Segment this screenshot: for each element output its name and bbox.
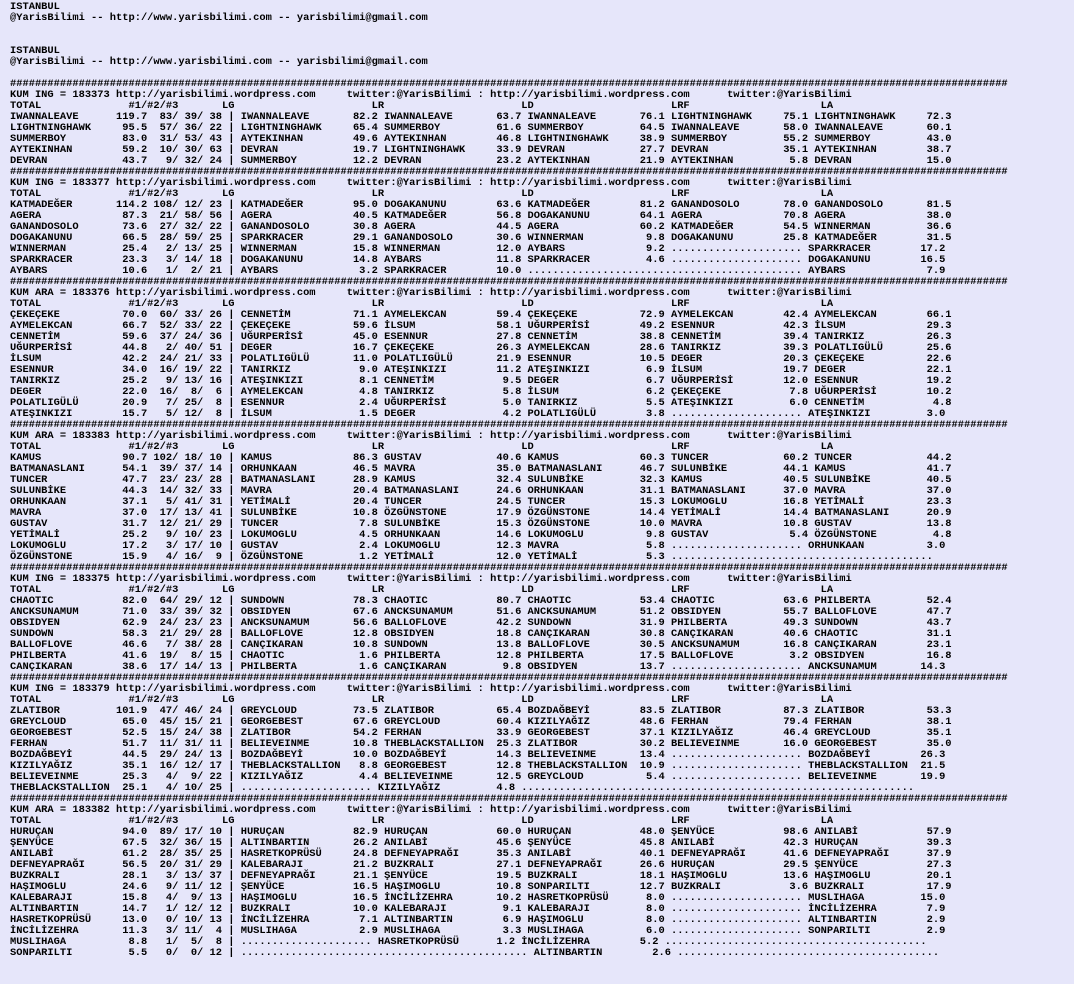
horse-row: BOZDAĞBEYİ 44.5 29/ 24/ 13 | BOZDAĞBEYİ 10.0 BOZDAĞBEYİ 14.3 BELIEVEINME 13.4 ..................... BOZDAĞBEYİ 26.3 xyxy=(10,749,946,761)
horse-row: KAMUS 90.7 102/ 18/ 10 | KAMUS 86.3 GUSTAV 40.6 KAMUS 60.3 TUNCER 60.2 TUNCER 44.2 xyxy=(10,452,952,464)
report-text xyxy=(10,79,1074,959)
horse-row: DEGER 22.0 16/ 8/ 6 | AYMELEKCAN 4.8 TANIRKIZ 5.8 İLSUM 6.2 ÇEKEÇEKE 7.8 UĞURPERİSİ 10.2 xyxy=(10,386,952,398)
horse-row: BELIEVEINME 25.3 4/ 9/ 22 | KIZILYAĞIZ 4.4 BELIEVEINME 12.5 GREYCLOUD 5.4 ..................... BELIEVEINME 19.9 xyxy=(10,771,946,783)
race-header-line: KUM ARA = 183376 http://yarisbilimi.wordpress.com twitter:@YarisBilimi : http://yarisbilimi.wordpress.com twitter:@YarisBilimi xyxy=(10,287,852,299)
horse-row: SPARKRACER 23.3 3/ 14/ 18 | DOGAKANUNU 14.8 AYBARS 11.8 SPARKRACER 4.6 ..................... DOGAKANUNU 16.5 xyxy=(10,254,946,266)
horse-row: ORHUNKAAN 37.1 5/ 41/ 31 | YETİMALİ 20.4 TUNCER 24.5 TUNCER 15.3 LOKUMOGLU 16.8 YETİMALİ 23.3 xyxy=(10,496,952,508)
column-header-line: TOTAL #1/#2/#3 LG LR LD LRF LA xyxy=(10,100,834,112)
race-header-line: KUM ING = 183379 http://yarisbilimi.wordpress.com twitter:@YarisBilimi : http://yarisbilimi.wordpress.com twitter:@YarisBilimi xyxy=(10,683,852,695)
horse-row: AGERA 87.3 21/ 58/ 56 | AGERA 40.5 KATMADEĞER 56.8 DOGAKANUNU 64.1 AGERA 70.8 AGERA 38.0 xyxy=(10,210,952,222)
race-header-line: KUM ING = 183377 http://yarisbilimi.wordpress.com twitter:@YarisBilimi : http://yarisbilimi.wordpress.com twitter:@YarisBilimi xyxy=(10,177,852,189)
separator-line: ################################################################################################################################################################ xyxy=(10,276,1008,288)
horse-row: SONPARILTI 5.5 0/ 0/ 12 | .............................................. ALTINBARTIN 2.6 .......................................... xyxy=(10,947,940,959)
horse-row: TUNCER 47.7 23/ 23/ 28 | BATMANASLANI 28.9 KAMUS 32.4 SULUNBİKE 32.3 KAMUS 40.5 SULUNBİKE 40.5 xyxy=(10,474,952,486)
horse-row: IWANNALEAVE 119.7 83/ 39/ 38 | IWANNALEAVE 82.2 IWANNALEAVE 63.7 IWANNALEAVE 76.1 LIGHTNINGHAWK 75.1 LIGHTNINGHAWK 72.3 xyxy=(10,111,952,123)
horse-row: GEORGEBEST 52.5 15/ 24/ 38 | ZLATIBOR 54.2 FERHAN 33.9 GEORGEBEST 37.1 KIZILYAĞIZ 46.4 GREYCLOUD 35.1 xyxy=(10,727,952,739)
separator-line: ################################################################################################################################################################ xyxy=(10,672,1008,684)
horse-row: YETİMALİ 25.2 9/ 10/ 23 | LOKUMOGLU 4.5 ORHUNKAAN 14.6 LOKUMOGLU 9.8 GUSTAV 5.4 ÖZGÜNSTONE 4.8 xyxy=(10,529,952,541)
horse-row: KATMADEĞER 114.2 108/ 12/ 23 | KATMADEĞER 95.0 DOGAKANUNU 63.6 KATMADEĞER 81.2 GANANDOSOLO 78.0 GANANDOSOLO 81.5 xyxy=(10,199,952,211)
horse-row: GANANDOSOLO 73.6 27/ 32/ 22 | GANANDOSOLO 30.8 AGERA 44.5 AGERA 60.2 KATMADEĞER 54.5 WINNERMAN 36.6 xyxy=(10,221,952,233)
horse-row: ANCKSUNAMUM 71.0 33/ 39/ 32 | OBSIDYEN 67.6 ANCKSUNAMUM 51.6 ANCKSUNAMUM 51.2 OBSIDYEN 55.7 BALLOFLOVE 47.7 xyxy=(10,606,952,618)
horse-row: SULUNBİKE 44.3 14/ 32/ 33 | MAVRA 20.4 BATMANASLANI 24.6 ORHUNKAAN 31.1 BATMANASLANI 37.0 MAVRA 37.0 xyxy=(10,485,952,497)
horse-row: GREYCLOUD 65.0 45/ 15/ 21 | GEORGEBEST 67.6 GREYCLOUD 60.4 KIZILYAĞIZ 48.6 FERHAN 79.4 FERHAN 38.1 xyxy=(10,716,952,728)
horse-row: DOGAKANUNU 66.5 28/ 59/ 25 | SPARKRACER 29.1 GANANDOSOLO 30.6 WINNERMAN 9.8 DOGAKANUNU 25.8 KATMADEĞER 31.5 xyxy=(10,232,952,244)
horse-row: ŞENYÜCE 67.5 32/ 36/ 15 | ALTINBARTIN 26.2 ANILABİ 45.6 ŞENYÜCE 45.8 ANILABİ 42.3 HURUÇAN 39.3 xyxy=(10,837,952,849)
horse-row: WINNERMAN 25.4 2/ 13/ 25 | WINNERMAN 15.8 WINNERMAN 12.0 AYBARS 9.2 ..................... SPARKRACER 17.2 xyxy=(10,243,946,255)
horse-row: HURUÇAN 94.0 89/ 17/ 10 | HURUÇAN 82.9 HURUÇAN 60.0 HURUÇAN 48.0 ŞENYÜCE 98.6 ANILABİ 57.9 xyxy=(10,826,952,838)
race-header-line: KUM ARA = 183382 http://yarisbilimi.wordpress.com twitter:@YarisBilimi : http://yarisbilimi.wordpress.com twitter:@YarisBilimi xyxy=(10,804,852,816)
horse-row: İNCİLİZEHRA 11.3 3/ 11/ 4 | MUSLIHAGA 2.9 MUSLIHAGA 3.3 MUSLIHAGA 6.0 ..................... SONPARILTI 2.9 xyxy=(10,925,946,937)
horse-row: AYMELEKCAN 66.7 52/ 33/ 22 | ÇEKEÇEKE 59.6 İLSUM 58.1 UĞURPERİSİ 49.2 ESENNUR 42.3 İLSUM 29.3 xyxy=(10,320,952,332)
horse-row: ATEŞINKIZI 15.7 5/ 12/ 8 | İLSUM 1.5 DEGER 4.2 POLATLIGÜLÜ 3.8 ..................... ATEŞINKIZI 3.0 xyxy=(10,408,946,420)
horse-row: KALEBARAJI 15.8 4/ 9/ 13 | HAŞIMOGLU 16.5 İNCİLİZEHRA 10.2 HASRETKOPRÜSÜ 8.0 ..................... MUSLIHAGA 15.0 xyxy=(10,892,946,904)
horse-row: FERHAN 51.7 11/ 31/ 11 | BELIEVEINME 10.8 THEBLACKSTALLION 25.3 ZLATIBOR 30.2 BELIEVEINME 16.0 GEORGEBEST 35.0 xyxy=(10,738,952,750)
column-header-line: TOTAL #1/#2/#3 LG LR LD LRF LA xyxy=(10,441,834,453)
horse-row: CENNETİM 59.6 37/ 24/ 36 | UĞURPERİSİ 45.0 ESENNUR 27.8 CENNETİM 38.8 CENNETİM 39.4 TANIRKIZ 26.3 xyxy=(10,331,952,343)
separator-line: ################################################################################################################################################################ xyxy=(10,166,1008,178)
horse-row: BALLOFLOVE 46.6 7/ 38/ 28 | CANÇIKARAN 10.8 SUNDOWN 13.8 BALLOFLOVE 30.5 ANCKSUNAMUM 16.8 CANÇIKARAN 23.1 xyxy=(10,639,952,651)
horse-row: DEFNEYAPRAĞI 56.5 20/ 31/ 29 | KALEBARAJI 21.2 BUZKRALI 27.1 DEFNEYAPRAĞI 26.6 HURUÇAN 29.5 ŞENYÜCE 27.3 xyxy=(10,859,952,871)
column-header-line: TOTAL #1/#2/#3 LG LR LD LRF LA xyxy=(10,188,834,200)
horse-row: AYBARS 10.6 1/ 2/ 21 | AYBARS 3.2 SPARKRACER 10.0 ............................................ AYBARS 7.9 xyxy=(10,265,946,277)
separator-line: ################################################################################################################################################################ xyxy=(10,793,1008,805)
horse-row: UĞURPERİSİ 44.8 2/ 40/ 51 | DEGER 16.7 ÇEKEÇEKE 26.3 AYMELEKCAN 28.6 TANIRKIZ 39.3 POLATLIGÜLÜ 25.6 xyxy=(10,342,952,354)
horse-row: PHILBERTA 41.6 19/ 8/ 15 | CHAOTIC 1.6 PHILBERTA 12.8 PHILBERTA 17.5 BALLOFLOVE 3.2 OBSIDYEN 16.8 xyxy=(10,650,952,662)
horse-row: KIZILYAĞIZ 35.1 16/ 12/ 17 | THEBLACKSTALLION 8.8 GEORGEBEST 12.8 THEBLACKSTALLION 10.9 ..................... THEBLACKSTALLION 21.5 xyxy=(10,760,946,772)
race-header-line: KUM ING = 183373 http://yarisbilimi.wordpress.com twitter:@YarisBilimi : http://yarisbilimi.wordpress.com twitter:@YarisBilimi xyxy=(10,89,852,101)
horse-row: BATMANASLANI 54.1 39/ 37/ 14 | ORHUNKAAN 46.5 MAVRA 35.0 BATMANASLANI 46.7 SULUNBİKE 44.1 KAMUS 41.7 xyxy=(10,463,952,475)
horse-row: AYTEKINHAN 59.2 10/ 30/ 63 | DEVRAN 19.7 LIGHTNINGHAWK 33.9 DEVRAN 27.7 DEVRAN 35.1 AYTEKINHAN 38.7 xyxy=(10,144,952,156)
horse-row: İLSUM 42.2 24/ 21/ 33 | POLATLIGÜLÜ 11.0 POLATLIGÜLÜ 21.9 ESENNUR 10.5 DEGER 20.3 ÇEKEÇEKE 22.6 xyxy=(10,353,952,365)
horse-row: LOKUMOGLU 17.2 3/ 17/ 10 | GUSTAV 2.4 LOKUMOGLU 12.3 MAVRA 5.8 ..................... ORHUNKAAN 3.0 xyxy=(10,540,946,552)
contact-line-second: @YarisBilimi -- http://www.yarisbilimi.com -- yarisbilimi@gmail.com xyxy=(10,56,428,68)
column-header-line: TOTAL #1/#2/#3 LG LR LD LRF LA xyxy=(10,584,834,596)
horse-row: ESENNUR 34.0 16/ 19/ 22 | TANIRKIZ 9.0 ATEŞINKIZI 11.2 ATEŞINKIZI 6.9 İLSUM 19.7 DEGER 22.1 xyxy=(10,364,952,376)
spacer xyxy=(10,24,1074,46)
horse-row: DEVRAN 43.7 9/ 32/ 24 | SUMMERBOY 12.2 DEVRAN 23.2 AYTEKINHAN 21.9 AYTEKINHAN 5.8 DEVRAN 15.0 xyxy=(10,155,952,167)
horse-row: LIGHTNINGHAWK 95.5 57/ 36/ 22 | LIGHTNINGHAWK 65.4 SUMMERBOY 61.6 SUMMERBOY 64.5 IWANNALEAVE 58.0 IWANNALEAVE 60.1 xyxy=(10,122,952,134)
column-header-line: TOTAL #1/#2/#3 LG LR LD LRF LA xyxy=(10,815,834,827)
contact-line: @YarisBilimi -- http://www.yarisbilimi.com -- yarisbilimi@gmail.com xyxy=(10,12,428,24)
column-header-line: TOTAL #1/#2/#3 LG LR LD LRF LA xyxy=(10,298,834,310)
race-header-line: KUM ING = 183375 http://yarisbilimi.wordpress.com twitter:@YarisBilimi : http://yarisbilimi.wordpress.com twitter:@YarisBilimi xyxy=(10,573,852,585)
horse-row: HAŞIMOGLU 24.6 9/ 11/ 12 | ŞENYÜCE 16.5 HAŞIMOGLU 10.8 SONPARILTI 12.7 BUZKRALI 3.6 BUZKRALI 17.9 xyxy=(10,881,952,893)
horse-row: GUSTAV 31.7 12/ 21/ 29 | TUNCER 7.8 SULUNBİKE 15.3 ÖZGÜNSTONE 10.0 MAVRA 10.8 GUSTAV 13.8 xyxy=(10,518,952,530)
horse-row: TANIRKIZ 25.2 9/ 13/ 16 | ATEŞINKIZI 8.1 CENNETİM 9.5 DEGER 6.7 UĞURPERİSİ 12.0 ESENNUR 19.2 xyxy=(10,375,952,387)
horse-row: OBSIDYEN 62.9 24/ 23/ 23 | ANCKSUNAMUM 56.6 BALLOFLOVE 42.2 SUNDOWN 31.9 PHILBERTA 49.3 SUNDOWN 43.7 xyxy=(10,617,952,629)
horse-row: ANILABİ 61.2 28/ 35/ 25 | HASRETKOPRÜSÜ 24.8 DEFNEYAPRAĞI 35.3 ANILABİ 40.1 DEFNEYAPRAĞI 41.6 DEFNEYAPRAĞI 37.9 xyxy=(10,848,952,860)
horse-row: HASRETKOPRÜSÜ 13.0 0/ 10/ 13 | İNCİLİZEHRA 7.1 ALTINBARTIN 6.9 HAŞIMOGLU 8.0 ..................... ALTINBARTIN 2.9 xyxy=(10,914,946,926)
race-header-line: KUM ARA = 183383 http://yarisbilimi.wordpress.com twitter:@YarisBilimi : http://yarisbilimi.wordpress.com twitter:@YarisBilimi xyxy=(10,430,852,442)
horse-row: ÇEKEÇEKE 70.0 60/ 33/ 26 | CENNETİM 71.1 AYMELEKCAN 59.4 ÇEKEÇEKE 72.9 AYMELEKCAN 42.4 AYMELEKCAN 66.1 xyxy=(10,309,952,321)
city-heading: ISTANBUL xyxy=(10,1,60,13)
race-rankings-report xyxy=(10,79,1074,959)
horse-row: POLATLIGÜLÜ 20.9 7/ 25/ 8 | ESENNUR 2.4 UĞURPERİSİ 5.0 TANIRKIZ 5.5 ATEŞINKIZI 6.0 CENNETİM 4.8 xyxy=(10,397,952,409)
horse-row: SUMMERBOY 83.0 31/ 53/ 43 | AYTEKINHAN 49.6 AYTEKINHAN 46.8 LIGHTNINGHAWK 38.9 SUMMERBOY 55.2 SUMMERBOY 43.0 xyxy=(10,133,952,145)
horse-row: CHAOTIC 82.0 64/ 29/ 12 | SUNDOWN 78.3 CHAOTIC 80.7 CHAOTIC 53.4 CHAOTIC 63.6 PHILBERTA 52.4 xyxy=(10,595,952,607)
horse-row: ÖZGÜNSTONE 15.9 4/ 16/ 9 | ÖZGÜNSTONE 1.2 YETİMALİ 12.0 YETİMALİ 5.3 .......................................... xyxy=(10,551,933,563)
separator-line: ################################################################################################################################################################ xyxy=(10,562,1008,574)
separator-line: ################################################################################################################################################################ xyxy=(10,419,1008,431)
separator-line: ################################################################################################################################################################ xyxy=(10,78,1008,90)
city-heading-second: ISTANBUL xyxy=(10,45,60,57)
horse-row: THEBLACKSTALLION 25.1 4/ 10/ 25 | ..................... KIZILYAĞIZ 4.8 ............................................................... xyxy=(10,782,915,794)
horse-row: CANÇIKARAN 38.6 17/ 14/ 13 | PHILBERTA 1.6 CANÇIKARAN 9.8 OBSIDYEN 13.7 ..................... ANCKSUNAMUM 14.3 xyxy=(10,661,946,673)
horse-row: ALTINBARTIN 14.7 1/ 12/ 12 | BUZKRALI 10.0 KALEBARAJI 9.1 KALEBARAJI 8.0 ..................... İNCİLİZEHRA 7.9 xyxy=(10,903,946,915)
horse-row: ZLATIBOR 101.9 47/ 46/ 24 | GREYCLOUD 73.5 ZLATIBOR 65.4 BOZDAĞBEYİ 83.5 ZLATIBOR 87.3 ZLATIBOR 53.3 xyxy=(10,705,952,717)
horse-row: MAVRA 37.0 17/ 13/ 41 | SULUNBİKE 10.8 ÖZGÜNSTONE 17.9 ÖZGÜNSTONE 14.4 YETİMALİ 14.4 BATMANASLANI 20.9 xyxy=(10,507,952,519)
horse-row: BUZKRALI 28.1 3/ 13/ 37 | DEFNEYAPRAĞI 21.1 ŞENYÜCE 19.5 BUZKRALI 18.1 HAŞIMOGLU 13.6 HAŞIMOGLU 20.1 xyxy=(10,870,952,882)
column-header-line: TOTAL #1/#2/#3 LG LR LD LRF LA xyxy=(10,694,834,706)
horse-row: SUNDOWN 58.3 21/ 29/ 28 | BALLOFLOVE 12.8 OBSIDYEN 18.8 CANÇIKARAN 30.8 CANÇIKARAN 40.6 CHAOTIC 31.1 xyxy=(10,628,952,640)
horse-row: MUSLIHAGA 8.8 1/ 5/ 8 | ..................... HASRETKOPRÜSÜ 1.2 İNCİLİZEHRA 5.2 .......................................... xyxy=(10,936,927,948)
